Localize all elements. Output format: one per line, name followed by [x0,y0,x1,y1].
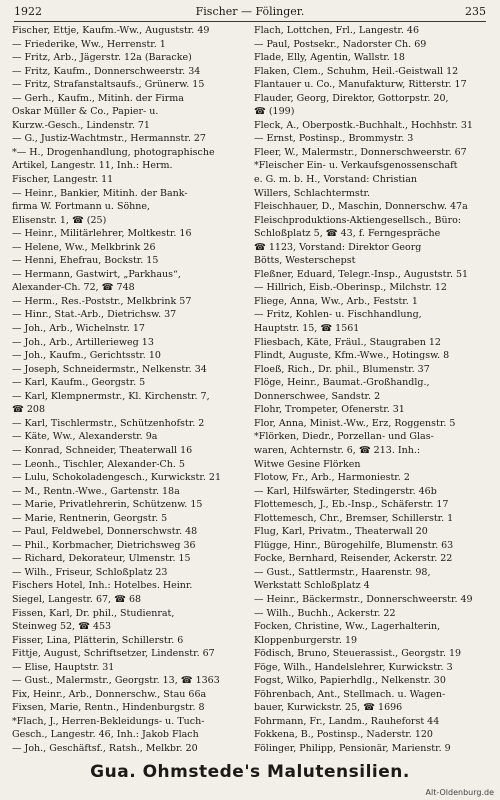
directory-entry-line: ☎ 1123, Vorstand: Direktor Georg [254,241,422,253]
directory-entry-line: ☎ (199) [254,106,295,118]
directory-entry-line: — Wilh., Friseur, Schloßplatz 23 [12,566,168,578]
directory-entry-line: — Helene, Ww., Melkbrink 26 [12,241,156,253]
directory-entry-line: — Hillrich, Eisb.-Oberinsp., Milchstr. 12 [254,282,447,294]
directory-entry-line: — Konrad, Schneider, Theaterwall 16 [12,444,193,456]
directory-entry-line: Flöge, Heinr., Baumat.-Großhandlg., [254,377,430,389]
directory-entry-line: — Leonh., Tischler, Alexander-Ch. 5 [12,458,185,470]
header-rule [14,21,486,22]
directory-entry-line: — Heinr., Militärlehrer, Moltkestr. 16 [12,228,192,240]
directory-entry-line: — Lulu, Schokoladengesch., Kurwickstr. 21 [12,472,221,484]
directory-entry-line: — Joseph, Schneidermstr., Nelkenstr. 34 [12,363,207,375]
directory-entry-line: Schloßplatz 5, ☎ 43, f. Ferngespräche [254,228,441,240]
directory-entry-line: Fissen, Karl, Dr. phil., Studienrat, [12,607,175,619]
advertisement-banner: Gua. Ohmstede's Malutensilien. [90,762,410,782]
directory-entry-line: — Gust., Malermstr., Georgstr. 13, ☎ 1363 [12,675,220,687]
directory-entry-line: Fleischhauer, D., Maschin, Donnerschw. 47a [254,201,468,213]
directory-entry-line: — G., Justiz-Wachtmstr., Hermannstr. 27 [12,133,206,145]
directory-entry-line: — Karl, Hilfswärter, Stedingerstr. 46b [254,485,437,497]
directory-entry-line: Artikel, Langestr. 11, Inh.: Herm. [12,160,173,172]
directory-entry-line: Kurzw.-Gesch., Lindenstr. 71 [12,119,150,131]
directory-entry-line: Flor, Anna, Minist.-Ww., Erz, Roggenstr. 5 [254,417,456,429]
directory-entry-line: Focken, Christine, Ww., Lagerhalterin, [254,621,441,633]
directory-entry-line: — Heinr., Bäckermstr., Donnerschweerstr. 49 [254,593,473,605]
directory-entry-line: — Wilh., Buchh., Ackerstr. 22 [254,607,396,619]
directory-entry-line: — Fritz, Kohlen- u. Fischhandlung, [254,309,422,321]
directory-entry-line: Flindt, Auguste, Kfm.-Wwe., Hotingsw. 8 [254,350,450,362]
directory-entry-line: Föge, Wilh., Handelslehrer, Kurwickstr. 3 [254,661,453,673]
directory-entry-line: — Joh., Kaufm., Gerichtsstr. 10 [12,350,161,362]
directory-entry-line: *Fleischer Ein- u. Verkaufsgenossenschaft [254,160,458,172]
directory-entry-line: Werkstatt Schloßplatz 4 [254,580,370,592]
directory-entry-line: *— H., Drogenhandlung, photographische [12,146,215,158]
directory-entry-line: Flottemesch, Chr., Bremser, Schillerstr. 1 [254,512,454,524]
directory-entry-line: Fohrmann, Fr., Landm., Rauheforst 44 [254,715,440,727]
directory-entry-line: Flohr, Trompeter, Ofenerstr. 31 [254,404,405,416]
directory-entry-line: Flottemesch, J., Eb.-Insp., Schäferstr. 17 [254,499,449,511]
directory-entry-line: Fleck, A., Oberpostk.-Buchhalt., Hochhstr. 31 [254,119,473,131]
directory-entry-line: *Flach, J., Herren-Bekleidungs- u. Tuch- [12,715,205,727]
right-column [254,24,490,756]
directory-entry-line: Kloppenburgerstr. 19 [254,634,358,646]
directory-entry-line: Fogst, Wilko, Papierhdlg., Nelkenstr. 30 [254,675,446,687]
directory-entry-line: — Fritz, Arb., Jägerstr. 12a (Baracke) [12,52,192,64]
directory-entry-line: Alexander-Ch. 72, ☎ 748 [12,282,135,294]
directory-entry-line: Donnerschwee, Sandstr. 2 [254,390,381,402]
directory-entry-line: Fleischproduktions-Aktiengesellsch., Büro: [254,214,462,226]
directory-entry-line: Focke, Bernhard, Reisender, Ackerstr. 22 [254,553,453,565]
directory-entry-line: Flauder, Georg, Direktor, Gottorpstr. 20, [254,92,449,104]
directory-entry-line: Fix, Heinr., Arb., Donnerschw., Stau 66a [12,688,207,700]
directory-entry-line: — Marie, Privatlehrerin, Schützenw. 15 [12,499,203,511]
directory-entry-line: Gesch., Langestr. 46, Inh.: Jakob Flach [12,729,199,741]
directory-entry-line: — Fritz, Strafanstaltsaufs., Grünerw. 15 [12,79,205,91]
directory-entry-line: Fleer, W., Malermstr., Donnerschweerstr. 67 [254,146,467,158]
directory-entry-line: Hauptstr. 15, ☎ 1561 [254,323,360,335]
directory-entry-line: Steinweg 52, ☎ 453 [12,621,112,633]
directory-entry-line: Fisser, Lina, Plätterin, Schillerstr. 6 [12,634,184,646]
directory-entry-line: Witwe Gesine Flörken [254,458,361,470]
directory-entry-line: Föhrenbach, Ant., Stellmach. u. Wagen- [254,688,446,700]
directory-entry-line: — Henni, Ehefrau, Bockstr. 15 [12,255,159,267]
directory-entry-line: waren, Achternstr. 6, ☎ 213. Inh.: [254,444,421,456]
directory-entry-line: — Gust., Sattlermstr., Haarenstr. 98, [254,566,431,578]
directory-entry-line: — Karl, Klempnermstr., Kl. Kirchenstr. 7, [12,390,210,402]
directory-entry-line: Flach, Lottchen, Frl., Langestr. 46 [254,25,419,36]
directory-entry-line: — Karl, Kaufm., Georgstr. 5 [12,377,146,389]
directory-entry-line: Fokkena, B., Postinsp., Naderstr. 120 [254,729,433,741]
directory-entry-line: *Flörken, Diedr., Porzellan- und Glas- [254,431,434,443]
left-column [12,24,248,756]
directory-entry-line: ☎ 208 [12,404,45,416]
directory-entry-line: e. G. m. b. H., Vorstand: Christian [254,174,417,186]
directory-entry-line: Flaken, Clem., Schuhm, Heil.-Geistwall 12 [254,65,459,77]
directory-entry-line: — Gerh., Kaufm., Mitinh. der Firma [12,92,184,104]
header-year: 1922 [14,5,42,18]
directory-entry-line: — Joh., Geschäftsf., Ratsh., Melkbr. 20 [12,742,198,754]
directory-entry-line: — Elise, Hauptstr. 31 [12,661,115,673]
directory-entry-line: Siegel, Langestr. 67, ☎ 68 [12,593,142,605]
directory-entry-line: Flügge, Hinr., Bürogehilfe, Blumenstr. 63 [254,539,454,551]
directory-entry-line: Flade, Elly, Agentin, Wallstr. 18 [254,52,405,64]
directory-entry-line: — Herm., Res.-Poststr., Melkbrink 57 [12,295,192,307]
directory-entry-line: — Ernst, Postinsp., Brommystr. 3 [254,133,414,145]
directory-entry-line: — Hermann, Gastwirt, „Parkhaus“, [12,268,181,280]
directory-entry-line: Bötts, Westerschepst [254,255,356,267]
header-title: Fischer — Fölinger. [195,5,305,18]
directory-entry-line: — Fritz, Kaufm., Donnerschweerstr. 34 [12,65,201,77]
directory-entry-line: Flantauer u. Co., Manufakturw, Ritterstr. 17 [254,79,467,91]
directory-entry-line: — Käte, Ww., Alexanderstr. 9a [12,431,158,443]
watermark-text: Alt-Oldenburg.de [425,788,494,797]
directory-entry-line: Willers, Schlachtermstr. [254,187,371,199]
directory-entry-line: — Joh., Arb., Artillerieweg 13 [12,336,154,348]
header-page-number: 235 [465,5,486,18]
directory-entry-line: Fittje, August, Schriftsetzer, Lindenstr. 67 [12,648,215,660]
directory-entry-line: — Karl, Tischlermstr., Schützenhofstr. 2 [12,417,205,429]
directory-entry-line: — Friederike, Ww., Herrenstr. 1 [12,38,166,50]
directory-entry-line: Fölinger, Philipp, Pensionär, Marienstr. 9 [254,742,451,754]
directory-entry-line: — Paul, Postsekr., Nadorster Ch. 69 [254,38,427,50]
directory-entry-line: — Marie, Rentnerin, Georgstr. 5 [12,512,168,524]
directory-entry-line: Fliesbach, Käte, Fräul., Staugraben 12 [254,336,441,348]
directory-entry-line: bauer, Kurwickstr. 25, ☎ 1696 [254,702,403,714]
directory-entry-line: Fischer, Ettje, Kaufm.-Ww., Auguststr. 49 [12,25,210,36]
directory-entry-line: — Paul, Feldwebel, Donnerschwstr. 48 [12,526,198,538]
directory-entry-line: Oskar Müller & Co., Papier- u. [12,106,159,118]
directory-entry-line: Elisenstr. 1, ☎ (25) [12,214,107,226]
directory-entry-line: Fliege, Anna, Ww., Arb., Feststr. 1 [254,295,418,307]
directory-entry-line: Floeß, Rich., Dr. phil., Blumenstr. 37 [254,363,430,375]
directory-entry-line: — Heinr., Bankier, Mitinh. der Bank- [12,187,188,199]
directory-entry-line: — Phil., Korbmacher, Dietrichsweg 36 [12,539,196,551]
directory-entry-line: — Hinr., Stat.-Arb., Dietrichsw. 37 [12,309,177,321]
directory-entry-line: firma W. Fortmann u. Söhne, [12,201,151,213]
directory-entry-line: Fleßner, Eduard, Telegr.-Insp., Auguststr. 51 [254,268,469,280]
directory-entry-line: — Joh., Arb., Wichelnstr. 17 [12,323,145,335]
page-header [14,5,486,19]
directory-entry-line: Fischer, Langestr. 11 [12,174,114,186]
directory-entry-line: Flug, Karl, Privatm., Theaterwall 20 [254,526,428,538]
directory-entry-line: — Richard, Dekorateur, Ulmenstr. 15 [12,553,191,565]
directory-entry-line: Födisch, Bruno, Steuerassist., Georgstr. 19 [254,648,462,660]
directory-entry-line: — M., Rentn.-Wwe., Gartenstr. 18a [12,485,180,497]
directory-entry-line: Fischers Hotel, Inh.: Hotelbes. Heinr. [12,580,193,592]
directory-entry-line: Fixsen, Marie, Rentn., Hindenburgstr. 8 [12,702,205,714]
directory-entry-line: Flotow, Fr., Arb., Harmoniestr. 2 [254,472,410,484]
